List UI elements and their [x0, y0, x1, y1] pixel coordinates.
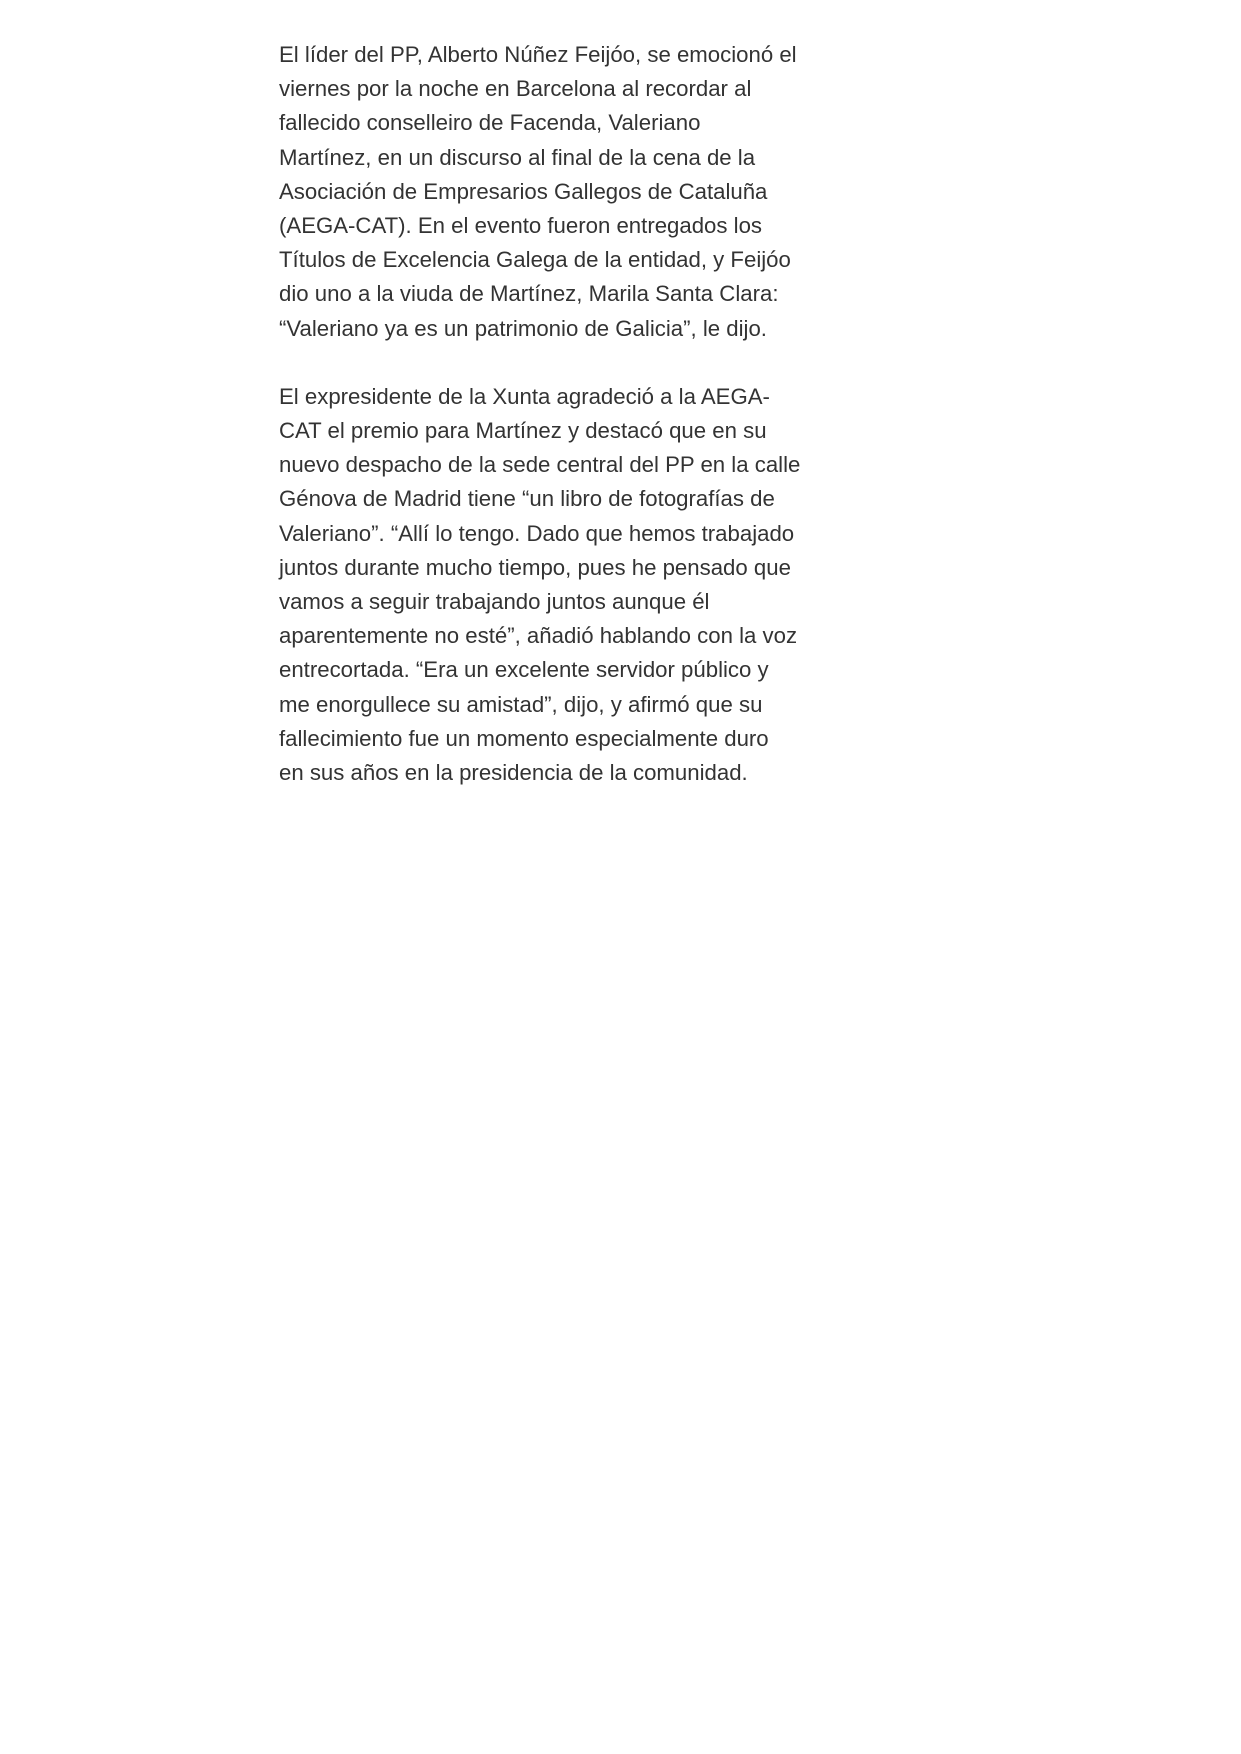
article-body	[279, 38, 811, 824]
text-line: juntos durante mucho tiempo, pues he pensado que	[279, 554, 791, 580]
text-line: Asociación de Empresarios Gallegos de Cataluña	[279, 178, 768, 204]
text-line: El expresidente de la Xunta agradeció a la AEGA-	[279, 383, 770, 409]
text-line: me enorgullece su amistad”, dijo, y afirmó que su	[279, 691, 763, 717]
text-line: Títulos de Excelencia Galega de la entidad, y Feijóo	[279, 247, 791, 273]
text-line: (AEGA-CAT). En el evento fueron entregados los	[279, 213, 763, 239]
text-line: Martínez, en un discurso al final de la cena de la	[279, 144, 756, 170]
text-line: aparentemente no esté”, añadió hablando con la voz	[279, 623, 798, 649]
text-line: vamos a seguir trabajando juntos aunque él	[279, 589, 710, 615]
text-line: nuevo despacho de la sede central del PP en la calle	[279, 452, 801, 478]
paragraph-2	[279, 380, 811, 790]
text-line: entrecortada. “Era un excelente servidor público y	[279, 657, 769, 683]
text-line: viernes por la noche en Barcelona al recordar al	[279, 76, 752, 102]
paragraph-1	[279, 38, 811, 346]
text-line: fallecimiento fue un momento especialmente duro	[279, 725, 769, 751]
text-line: Valeriano”. “Allí lo tengo. Dado que hemos trabajado	[279, 520, 795, 546]
text-line: fallecido conselleiro de Facenda, Valeriano	[279, 110, 701, 136]
text-line: Génova de Madrid tiene “un libro de fotografías de	[279, 486, 775, 512]
text-line: CAT el premio para Martínez y destacó que en su	[279, 418, 767, 444]
text-line: dio uno a la viuda de Martínez, Marila Santa Clara:	[279, 281, 779, 307]
text-line: en sus años en la presidencia de la comunidad.	[279, 760, 748, 786]
text-line: “Valeriano ya es un patrimonio de Galicia”, le dijo.	[279, 315, 767, 341]
text-line: El líder del PP, Alberto Núñez Feijóo, se emocionó el	[279, 42, 797, 67]
